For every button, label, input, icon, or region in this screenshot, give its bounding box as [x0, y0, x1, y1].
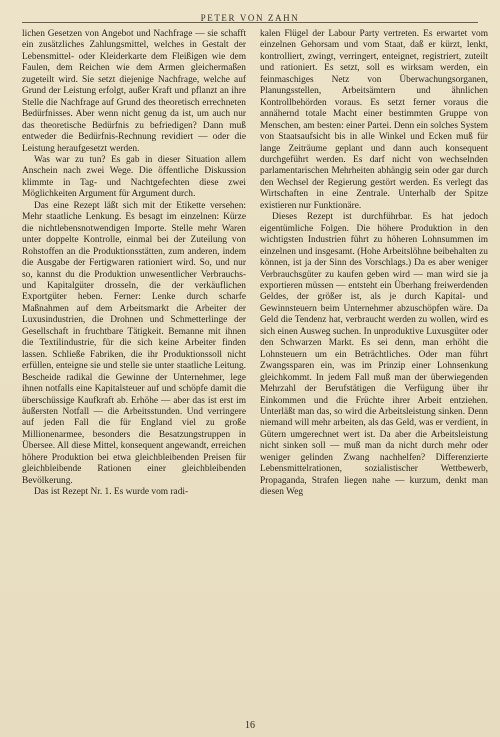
running-header — [22, 6, 478, 23]
paragraph: Das ist Rezept Nr. 1. Es wurde vom radi- — [34, 487, 189, 498]
text-columns — [22, 29, 488, 703]
paragraph: kalen Flügel der Labour Party vertreten. Es erwartet vom einzelnen Gehorsam und vom Staat, daß er kürzt, lenkt, kontrolliert, zwingt, verringert, enteignet, registriert, zuteilt und rationiert. Es setzt, soll es wirksam werden, ein feinmaschiges Netz von Überwachungsorganen, Planungsstellen, Arbeitsämtern und ähnlichen Kontrollbehörden voraus. Es setzt ferner voraus die annähernd totale Macht einer bestimmten Gruppe von Menschen, am besten: einer Partei. Denn ein solches System von Staatsaufsicht bis in alle Winkel und Ecken muß für lange Zeiträume geplant und dann auch konsequent durchgeführt werden. Es darf nicht von wechselnden parlamentarischen Mehrheiten abhängig sein oder gar durch den Wechsel der Regierung gestört werden. Es verlegt das Wirtschaften in eine Zentrale. Unterhalb der Spitze existieren nur Funktionäre. — [260, 29, 488, 211]
right-column — [260, 29, 488, 703]
left-column — [22, 29, 246, 703]
paragraph: Das eine Rezept läßt sich mit der Etikette versehen: Mehr staatliche Lenkung. Es besagt im einzelnen: Kürze die nichtlebensnotwendigen Importe. Stelle mehr Waren unter doppelte Kontrolle, einmal bei der Zuteilung von Rohstoffen an die Produktionsstätten, zum anderen, indem die Ausgabe der Fertigwaren rationiert wird. So, und nur so, kannst du die Produktion unwesentlicher Verbrauchs- und Kapitalgüter drosseln, die der verkäuflichen Exportgüter heben. Ferner: Lenke durch scharfe Maßnahmen auf dem Arbeitsmarkt die Arbeiter der Luxusindustrien, die Drohnen und Schmetterlinge der Gesellschaft in fruchtbare Tätigkeit. Bemanne mit ihnen die Textilindustrie, für die sich keine Arbeiter finden lassen. Schließe Fabriken, die ihr Produktionssoll nicht erfüllen, enteigne sie und stelle sie unter staatliche Leitung. Bescheide radikal die Gewinne der Unternehmer, lege ihnen notfalls eine Kapitalsteuer auf und schöpfe damit die überschüssige Kaufkraft ab. Erhöhe — aber das ist erst im äußersten Notfall — die Arbeitsstunden. Und verringere auf jeden Fall die für England viel zu große Millionenarmee, besonders die Besatzungstruppen in Übersee. All diese Mittel, konsequent angewandt, erreichen höhere Produktion bei etwa gleichbleibenden Preisen für gleichbleibende Rationen einer gleichbleibenden Bevölkerung. — [22, 200, 246, 486]
page-number: 16 — [245, 720, 255, 731]
paragraph: Dieses Rezept ist durchführbar. Es hat jedoch eigentümliche Folgen. Die höhere Produktion in den wichtigsten Industrien führt zu höheren Lohnsummen im einzelnen und insgesamt. (Hohe Arbeitslöhne beibehalten zu können, ist ja der Sinn des Vorschlags.) Da es aber weniger Verbrauchsgüter zu kaufen geben wird — man wird sie ja exportieren müssen — entsteht ein Überhang freiwerdenden Geldes, der größer ist, als je durch Kapital- und Gewinnsteuern beim Unternehmer abzuschöpfen wäre. Da Geld die Tendenz hat, verbraucht werden zu wollen, wird es sich einen Ausweg suchen. In unproduktive Luxusgüter oder den Schwarzen Markt. Es sei denn, man erhöht die Lohnsteuern um ein Beträchtliches. Oder man führt Zwangssparen ein, was im Prinzip einer Lohnsenkung gleichkommt. In jedem Fall muß man der überwiegenden Mehrzahl der Berufstätigen die Verfügung über ihr Einkommen und die Früchte ihrer Arbeit entziehen. Unterläßt man das, so wird die Arbeitsleistung sinken. Denn niemand will mehr arbeiten, als das Geld, was er verdient, in Gütern umgerechnet wert ist. Da aber die Arbeitsleistung nicht sinken soll — muß man da nicht durch mehr oder weniger gelinden Zwang nachhelfen? Differenzierte Lebensmittelrationen, sozialistischer Wettbewerb, Propaganda, Strafen liegen nahe — kurzum, denkt man diesen Weg — [260, 212, 488, 498]
paragraph: lichen Gesetzen von Angebot und Nachfrage — sie schafft ein zusätzliches Zahlungsmittel, welches in Gestalt der Lebensmittel- oder Kleiderkarte dem Fleißigen wie dem Faulen, dem Reichen wie dem Armen gleichermaßen zugeteilt wird. Sie setzt diejenige Nachfrage, welche auf Grund der Leistung erfolgt, außer Kraft und pflanzt an ihre Stelle die Nachfrage auf Grund des theoretisch errechneten Bedürfnisses. Aber wenn nicht genug da ist, um auch nur das theoretische Bedürfnis zu befriedigen? Dann muß entweder die Bedürfnis-Rechnung revidiert — oder die Leistung heraufgesetzt werden. — [22, 29, 246, 154]
running-title: PETER VON ZAHN — [200, 13, 300, 23]
paragraph: Was war zu tun? Es gab in dieser Situation allem Anschein nach zwei Wege. Die öffentliche Diskussion klimmte in Tag- und Nachtgefechten diese zwei Möglichkeiten Argument für Argument durch. — [22, 154, 246, 200]
